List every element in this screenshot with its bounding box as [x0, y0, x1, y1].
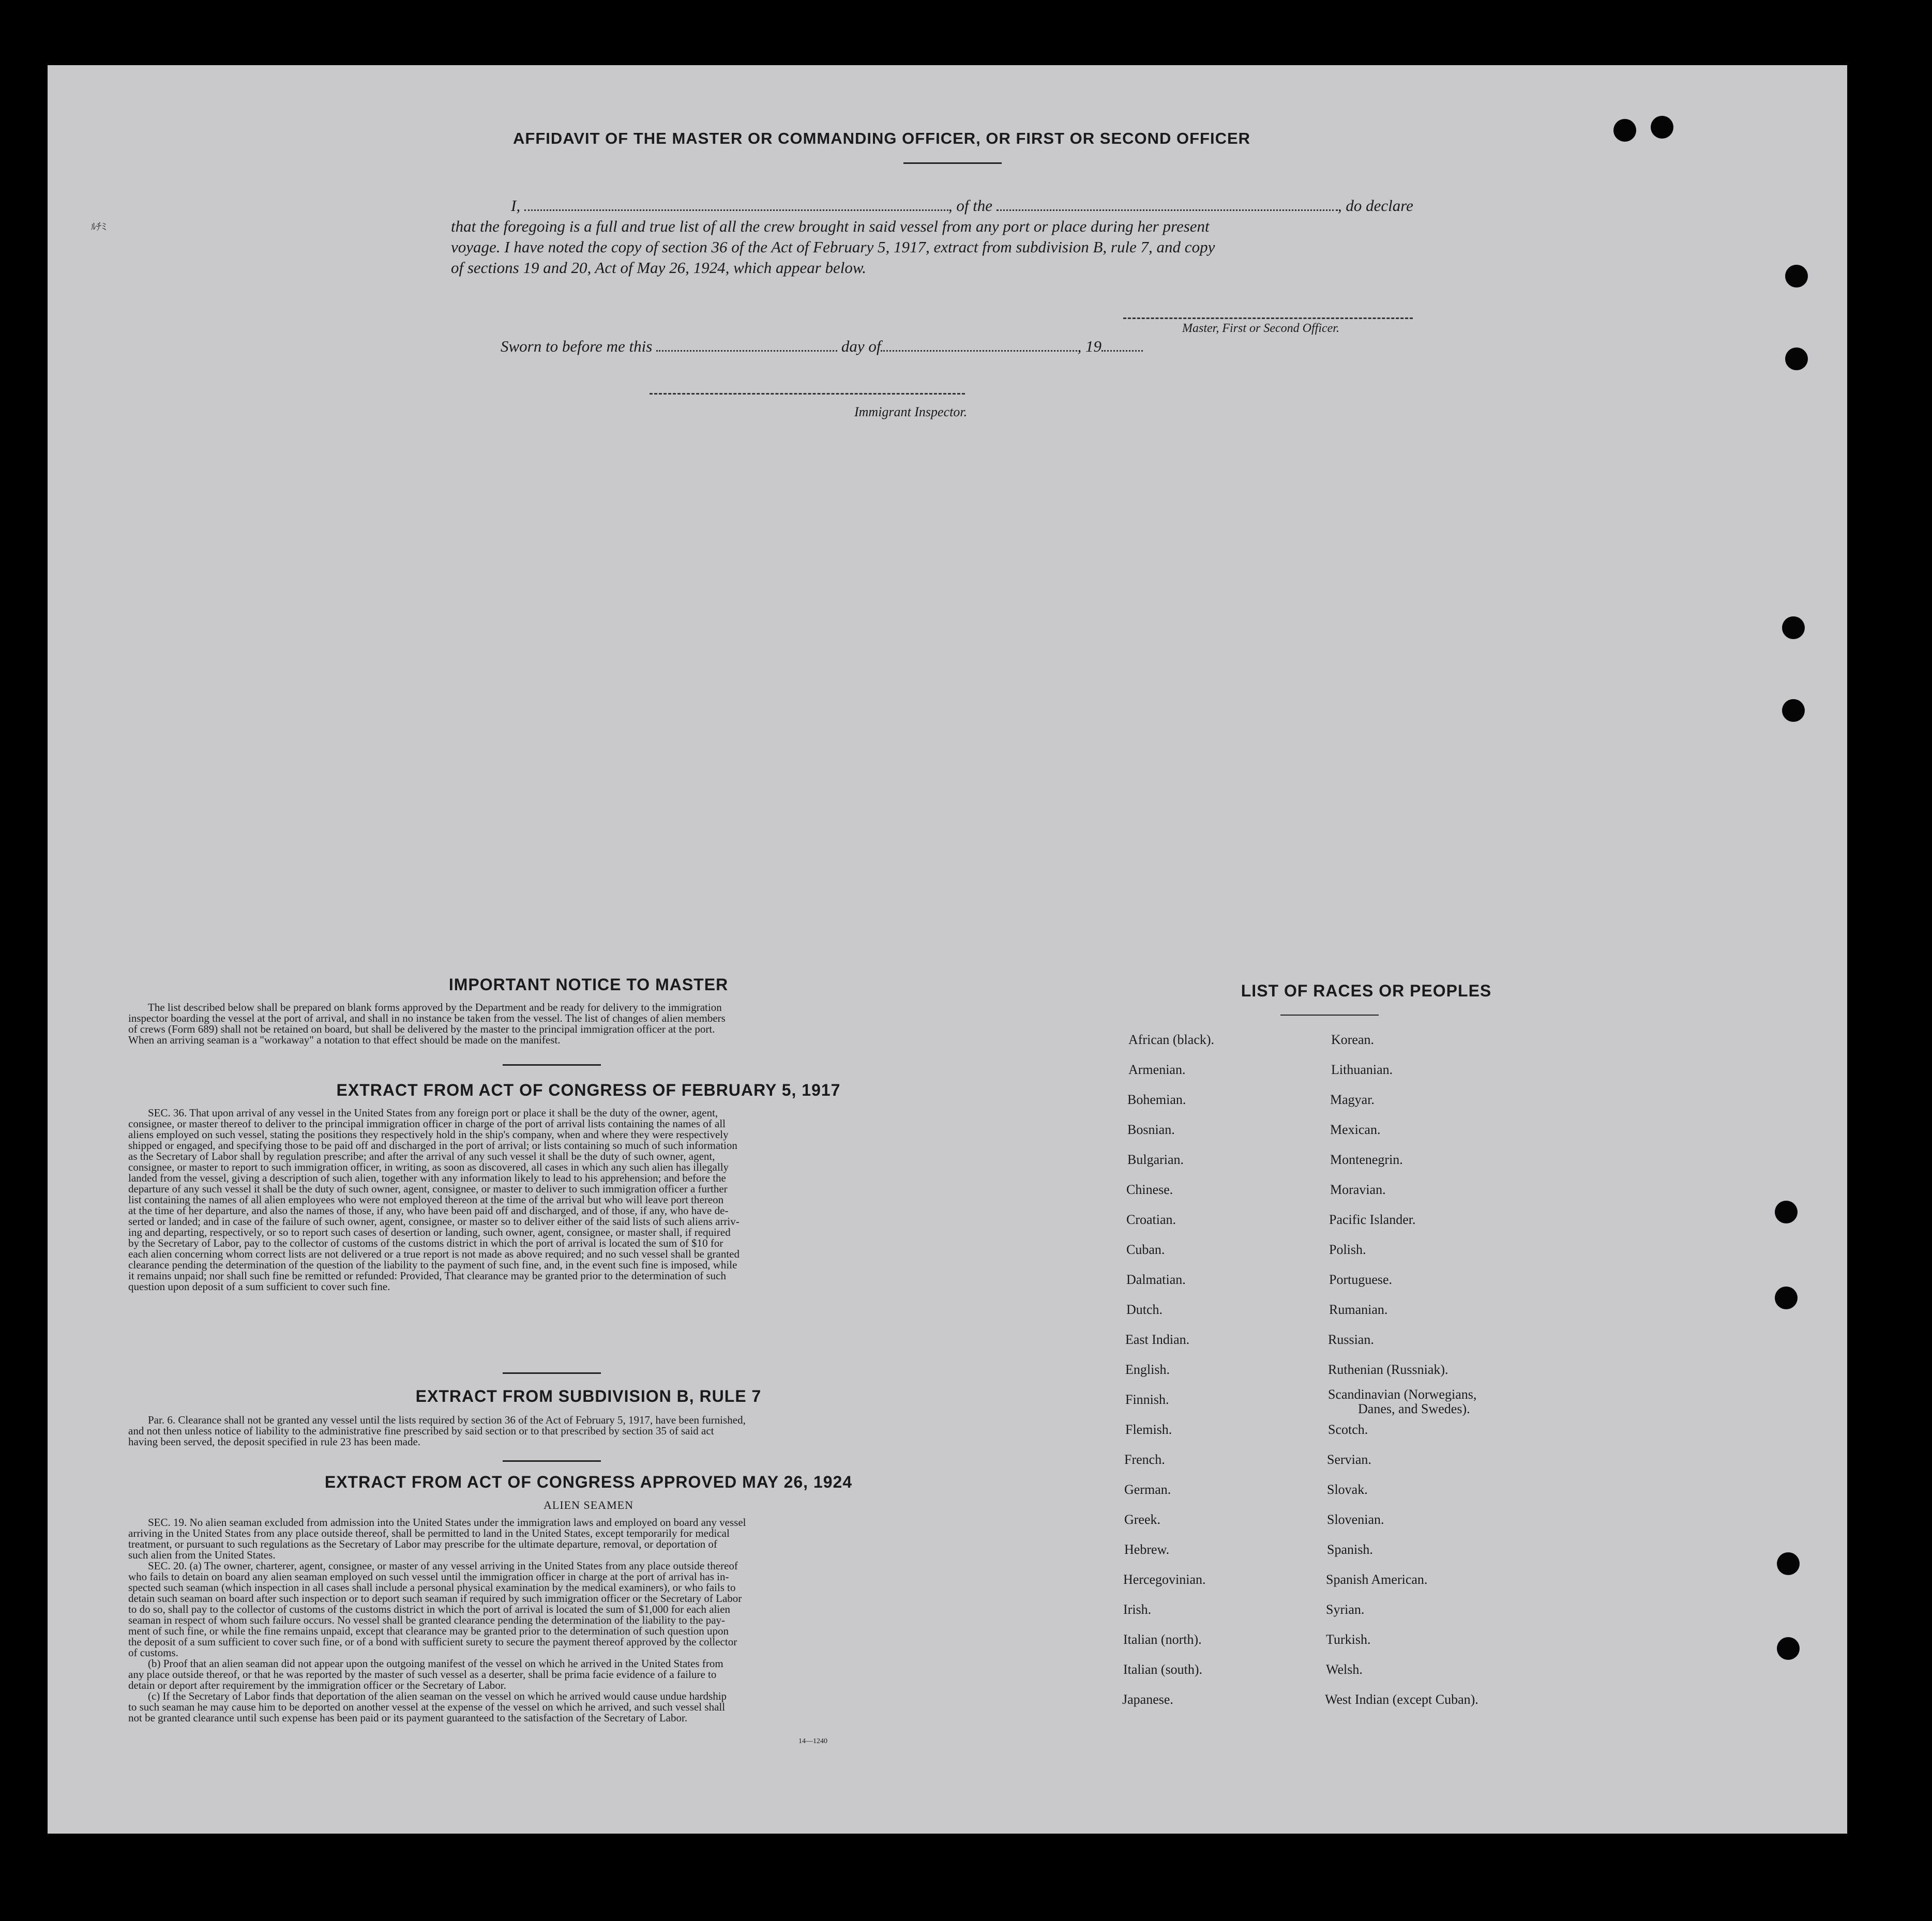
extract-1924-line: arriving in the United States from any place outside thereof, shall be permitted to land in the United States, except temporarily for medical	[128, 1527, 730, 1539]
extract-1917-line: list containing the names of all alien employees who were not employed thereon at the time of the arrival but who will leave port thereon	[128, 1193, 724, 1206]
race-item: English.	[1125, 1362, 1170, 1377]
rule-7-line: and not then unless notice of liability to the administrative fine prescribed by said section or to that prescribed by section 35 of said act	[128, 1425, 714, 1437]
extract-1917-line: aliens employed on such vessel, stating the positions they respectively hold in the ship's company, when and where they were respectively	[128, 1128, 729, 1141]
notice-line: When an arriving seaman is a "workaway" a notation to that effect should be made on the manifest.	[128, 1034, 561, 1046]
extract-1924-line: seaman in respect of whom such failure occurs. No vessel shall be granted clearance pending the determination of the liability to the pay-	[128, 1614, 726, 1626]
extract-1924-line: of customs.	[128, 1646, 178, 1659]
race-item: Bosnian.	[1127, 1122, 1175, 1137]
extract-1917-line: clearance pending the determination of the question of the liability to the payment of such fine, and, in the event such fine is imposed, while	[128, 1259, 737, 1271]
race-item-continuation: Danes, and Swedes).	[1358, 1401, 1470, 1416]
extract-1917-body	[128, 1108, 925, 1292]
notice-line: The list described below shall be prepared on blank forms approved by the Department and be ready for delivery to the immigration	[148, 1001, 722, 1014]
do-declare-text: , do declare	[1337, 196, 1413, 215]
punch-hole-icon	[1782, 616, 1805, 639]
section-rule	[503, 1460, 601, 1462]
extract-1917-line: landed from the vessel, giving a description of such alien, together with any information likely to lead to his apprehension; and before the	[128, 1172, 726, 1184]
races-title-rule	[1280, 1015, 1379, 1016]
extract-1924-line: who fails to detain on board any alien seaman employed on such vessel until the immigration officer in charge at the port of arrival has in-	[128, 1570, 729, 1583]
race-item: Polish.	[1329, 1242, 1366, 1257]
race-item: East Indian.	[1125, 1332, 1190, 1347]
sworn-year-text: , 19	[1077, 337, 1101, 355]
race-item: German.	[1124, 1482, 1171, 1497]
form-number: 14—1240	[798, 1737, 827, 1745]
race-item: French.	[1124, 1452, 1165, 1467]
sworn-prefix: Sworn to before me this	[501, 337, 653, 355]
extract-1917-line: consignee, or master to report to such immigration officer, in writing, as soon as discovered, all cases in which any such alien has illegally	[128, 1161, 729, 1173]
race-item: Scotch.	[1328, 1422, 1368, 1437]
race-item: West Indian (except Cuban).	[1325, 1692, 1478, 1707]
race-item: Dalmatian.	[1126, 1272, 1186, 1287]
race-item: Irish.	[1123, 1602, 1152, 1617]
rule-7-line: Par. 6. Clearance shall not be granted any vessel until the lists required by section 36 of the Act of February 5, 1917, have been furnished,	[148, 1414, 746, 1426]
race-item: Slovenian.	[1327, 1512, 1384, 1527]
extract-1917-line: consignee, or master thereof to deliver to the principal immigration officer in charge of the port of arrival lists containing the names of all	[128, 1117, 726, 1130]
race-item: Moravian.	[1330, 1182, 1386, 1197]
document-page	[48, 65, 1847, 1834]
punch-hole-icon	[1785, 347, 1808, 370]
extract-1917-line: ing and departing, respectively, or so to report such cases of desertion or landing, such owner, agent, consignee, or master shall, if required	[128, 1226, 731, 1238]
extract-1924-line: (c) If the Secretary of Labor finds that deportation of the alien seaman on the vessel on which he arrived would cause undue hardship	[148, 1690, 727, 1702]
race-item: Magyar.	[1330, 1092, 1375, 1107]
inspector-caption: Immigrant Inspector.	[854, 404, 968, 419]
race-item: Portuguese.	[1329, 1272, 1393, 1287]
race-item: Spanish American.	[1326, 1572, 1428, 1587]
race-item: Turkish.	[1326, 1632, 1371, 1647]
notice-line: inspector boarding the vessel at the port of arrival, and shall in no instance be taken from the vessel. The list of changes of alien members	[128, 1012, 726, 1024]
race-item: Croatian.	[1126, 1212, 1176, 1227]
extract-1924-body	[128, 1517, 925, 1723]
extract-1924-line: SEC. 20. (a) The owner, charterer, agent, consignee, or master of any vessel arriving in the United States from any place outside thereof	[148, 1560, 738, 1572]
race-item: Lithuanian.	[1331, 1062, 1393, 1077]
extract-1924-line: to do so, shall pay to the collector of customs of the customs district in which the port of arrival is located the sum of $1,000 for each alien	[128, 1603, 731, 1615]
race-item: Scandinavian (Norwegians,	[1328, 1387, 1477, 1402]
extract-1924-line: the deposit of a sum sufficient to cover such fine, or of a bond with sufficient surety to secure the payment thereof approved by the collector	[128, 1636, 737, 1648]
extract-1924-line: any place outside thereof, or that he was reported by the master of such vessel as a deserter, shall be prima facie evidence of a failure to	[128, 1668, 717, 1681]
race-item: Slovak.	[1327, 1482, 1368, 1497]
extract-1917-title: EXTRACT FROM ACT OF CONGRESS OF FEBRUARY 5, 1917	[336, 1081, 841, 1099]
affidavit-body	[451, 195, 1504, 278]
extract-1917-line: it remains unpaid; nor shall such fine be remitted or refunded: Provided, That clearance may be granted prior to the determination of such	[128, 1269, 726, 1282]
vessel-name-field[interactable]	[997, 202, 1338, 211]
race-item: Servian.	[1327, 1452, 1371, 1467]
extract-1924-line: such alien from the United States.	[128, 1549, 276, 1561]
punch-hole-icon	[1777, 1552, 1800, 1575]
inspector-signature-field[interactable]	[650, 393, 965, 395]
extract-1924-line: treatment, or pursuant to such regulations as the Secretary of Labor may prescribe for the ultimate departure, removal, or deportation of	[128, 1538, 717, 1550]
race-item: Korean.	[1331, 1032, 1375, 1047]
race-item: Hercegovinian.	[1123, 1572, 1206, 1587]
extract-1924-line: SEC. 19. No alien seaman excluded from admission into the United States under the immigration laws and employed on board any vessel	[148, 1516, 746, 1529]
affidavit-title: AFFIDAVIT OF THE MASTER OR COMMANDING OFFICER, OR FIRST OR SECOND OFFICER	[513, 129, 1251, 147]
declarant-i: I,	[511, 196, 521, 215]
race-item: Armenian.	[1128, 1062, 1186, 1077]
punch-hole-icon	[1782, 699, 1805, 722]
race-item: Mexican.	[1330, 1122, 1381, 1137]
race-item: Chinese.	[1126, 1182, 1173, 1197]
extract-1924-line: detain such seaman on board after such inspection or to deport such seaman if required by such immigration officer or the Secretary of Labor	[128, 1592, 742, 1605]
extract-1924-line: spected such seaman (which inspection in all cases shall include a personal physical examination by the medical examiners), or who fails to	[128, 1581, 736, 1594]
punch-hole-icon	[1775, 1201, 1798, 1223]
punch-hole-icon	[1651, 116, 1673, 139]
race-item: Welsh.	[1326, 1662, 1363, 1677]
of-the-text: , of the	[948, 196, 993, 215]
alien-seamen-subtitle: ALIEN SEAMEN	[544, 1499, 633, 1511]
margin-mark: ﾙﾁﾐ	[91, 221, 107, 233]
race-item: Hebrew.	[1124, 1542, 1170, 1557]
sworn-month-field[interactable]	[881, 343, 1077, 352]
notice-body	[128, 1002, 925, 1046]
race-item: Pacific Islander.	[1329, 1212, 1416, 1227]
section-rule	[503, 1064, 601, 1066]
notice-title: IMPORTANT NOTICE TO MASTER	[448, 975, 729, 994]
rule-7-body	[128, 1415, 925, 1447]
race-item: Bohemian.	[1127, 1092, 1186, 1107]
affidavit-line-2: that the foregoing is a full and true list of all the crew brought in said vessel from any port or place during her present	[451, 217, 1210, 235]
races-title: LIST OF RACES OR PEOPLES	[1241, 981, 1492, 1000]
race-item: Flemish.	[1125, 1422, 1172, 1437]
race-item: Italian (south).	[1123, 1662, 1203, 1677]
sworn-line	[501, 336, 1143, 357]
race-item: Italian (north).	[1123, 1632, 1202, 1647]
race-item: Greek.	[1124, 1512, 1161, 1527]
extract-1924-line: ment of such fine, or while the fine remains unpaid, except that clearance may be granted prior to the determination of such question upon	[128, 1625, 729, 1637]
title-rule	[903, 162, 1002, 164]
punch-hole-icon	[1613, 119, 1636, 142]
extract-1917-line: serted or landed; and in case of the failure of such owner, agent, consignee, or master so to deliver either of the said lists of such aliens arriv-	[128, 1215, 739, 1228]
affidavit-line-3: voyage. I have noted the copy of section 36 of the Act of February 5, 1917, extract from subdivision B, rule 7, and copy	[451, 238, 1215, 256]
extract-1917-line: as the Secretary of Labor shall by regulation prescribe; and after the arrival of any such vessel it shall be the duty of such owner, agent,	[128, 1150, 715, 1162]
punch-hole-icon	[1785, 265, 1808, 288]
punch-hole-icon	[1777, 1637, 1800, 1660]
extract-1917-line: at the time of her departure, and also the names of those, if any, who have been paid off and discharged, and of those, if any, who have de-	[128, 1204, 729, 1217]
race-item: Spanish.	[1327, 1542, 1373, 1557]
race-item: Ruthenian (Russniak).	[1328, 1362, 1448, 1377]
extract-1917-line: each alien concerning whom correct lists are not delivered or a true report is not made as above required; and no such vessel shall be granted	[128, 1248, 739, 1260]
punch-hole-icon	[1775, 1287, 1798, 1309]
race-item: African (black).	[1128, 1032, 1215, 1047]
sworn-day-field[interactable]	[656, 343, 837, 352]
affidavit-line-4: of sections 19 and 20, Act of May 26, 1924, which appear below.	[451, 259, 867, 277]
race-item: Dutch.	[1126, 1302, 1163, 1317]
sworn-year-field[interactable]	[1101, 343, 1143, 352]
race-item: Japanese.	[1122, 1692, 1173, 1707]
notice-line: of crews (Form 689) shall not be retained on board, but shall be delivered by the master to the principal immigration officer at the port.	[128, 1023, 715, 1035]
sworn-day-text: day of	[841, 337, 881, 355]
declarant-name-field[interactable]	[524, 202, 948, 211]
extract-1924-title: EXTRACT FROM ACT OF CONGRESS APPROVED MAY 26, 1924	[324, 1473, 853, 1491]
extract-1924-line: detain or deport after requirement by the immigration officer or the Secretary of Labor.	[128, 1679, 506, 1691]
master-caption: Master, First or Second Officer.	[1182, 322, 1339, 335]
race-item: Montenegrin.	[1330, 1152, 1403, 1167]
race-item: Cuban.	[1126, 1242, 1165, 1257]
extract-1924-line: not be granted clearance until such expense has been paid or its payment guaranteed to the satisfaction of the Secretary of Labor.	[128, 1712, 688, 1724]
extract-1917-line: by the Secretary of Labor, pay to the collector of customs of the customs district in which the port of arrival is located the sum of $10 for	[128, 1237, 723, 1249]
extract-1917-line: question upon deposit of a sum sufficient to cover such fine.	[128, 1280, 390, 1293]
extract-1917-line: departure of any such vessel it shall be the duty of such owner, agent, consignee, or master to deliver to such immigration officer a further	[128, 1183, 728, 1195]
extract-1924-line: (b) Proof that an alien seaman did not appear upon the outgoing manifest of the vessel on which he arrived in the United States from	[148, 1657, 723, 1670]
race-item: Finnish.	[1125, 1392, 1169, 1407]
extract-1917-line: SEC. 36. That upon arrival of any vessel in the United States from any foreign port or place it shall be the duty of the owner, agent,	[148, 1107, 718, 1119]
master-signature-field[interactable]	[1123, 317, 1413, 319]
section-rule	[503, 1372, 601, 1374]
rule-7-line: having been served, the deposit specified in rule 23 has been made.	[128, 1435, 421, 1448]
extract-1917-line: shipped or engaged, and specifying those to be paid off and discharged in the port of arrival; or lists containing so much of such information	[128, 1139, 737, 1152]
extract-1924-line: to such seaman he may cause him to be deported on another vessel at the expense of the vessel on which he arrived, and such vessel shall	[128, 1701, 726, 1713]
race-item: Rumanian.	[1329, 1302, 1388, 1317]
race-item: Russian.	[1328, 1332, 1374, 1347]
rule-7-title: EXTRACT FROM SUBDIVISION B, RULE 7	[415, 1387, 762, 1405]
race-item: Syrian.	[1326, 1602, 1365, 1617]
race-item: Bulgarian.	[1127, 1152, 1184, 1167]
